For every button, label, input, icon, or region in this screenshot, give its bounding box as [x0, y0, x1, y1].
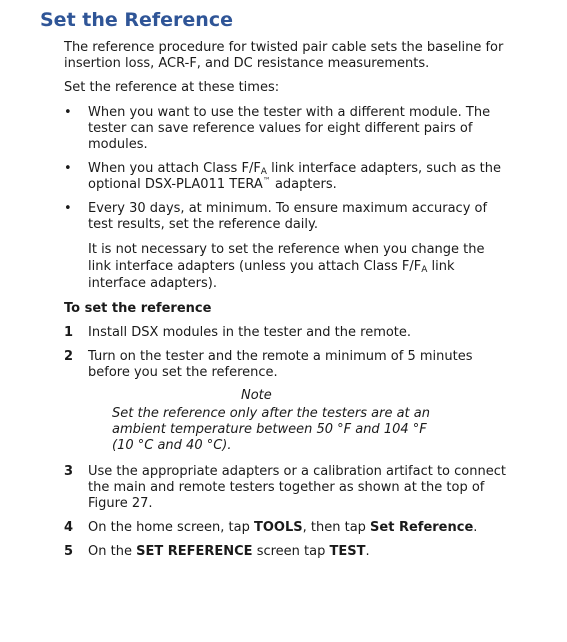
bullet-marker: • [64, 161, 72, 176]
bullet-text-part: link interface adapters, such as the optional DSX-PLA011 TERA [88, 161, 501, 192]
step-number: 2 [64, 349, 74, 364]
subscript: A [421, 265, 428, 275]
step-number: 5 [64, 544, 74, 559]
test-label: TEST [329, 544, 366, 559]
bullet-marker: • [64, 105, 72, 120]
step-text-part: . [473, 520, 478, 535]
bullet-item-adapters [88, 161, 508, 193]
step-text-part: screen tap [252, 544, 330, 559]
intro-paragraph: The reference procedure for twisted pair cable sets the baseline for insertion loss, ACR-F, and DC resistance measurements. [64, 40, 504, 71]
set-reference-label: Set Reference [370, 520, 474, 535]
bullet-marker: • [64, 201, 72, 216]
bullet-item-module: When you want to use the tester with a different module. The tester can save reference values for eight different pairs of modules. [88, 105, 491, 152]
step-3-text: Use the appropriate adapters or a calibration artifact to connect the main and remote testers together as shown at the top of Figure 27. [88, 464, 506, 511]
note-text-part: link interface adapters). [88, 259, 455, 291]
step-text-part: On the [88, 544, 137, 559]
bullet-note-paragraph [88, 241, 508, 292]
note-heading: Note [241, 388, 272, 403]
subscript: A [260, 167, 267, 177]
step-text-part: , then tap [302, 520, 371, 535]
note-text-part: It is not necessary to set the reference when you change the link interface adapters (unless you attach Class F/F [88, 242, 485, 274]
step-5-text [88, 544, 508, 560]
bullet-text-part: adapters. [270, 177, 337, 192]
step-4-text [88, 520, 508, 536]
procedure-heading: To set the reference [64, 301, 212, 316]
bullet-text-part: When you attach Class F/F [88, 161, 261, 176]
bullet-item-30-days: Every 30 days, at minimum. To ensure maximum accuracy of test results, set the reference daily. [88, 201, 488, 232]
step-number: 1 [64, 325, 74, 340]
set-reference-screen-label: SET REFERENCE [136, 544, 253, 559]
times-lead: Set the reference at these times: [64, 80, 280, 95]
step-text-part: . [365, 544, 370, 559]
trademark-symbol: ™ [262, 176, 271, 185]
step-2-text: Turn on the tester and the remote a minimum of 5 minutes before you set the reference. [88, 349, 473, 380]
step-number: 4 [64, 520, 74, 535]
step-text-part: On the home screen, tap [88, 520, 254, 535]
tools-label: TOOLS [254, 520, 303, 535]
step-1-text: Install DSX modules in the tester and the remote. [88, 325, 412, 340]
page-title: Set the Reference [40, 9, 233, 31]
note-text: Set the reference only after the testers are at an ambient temperature between 50 °F and 104 °F (10 °C and 40 °C). [112, 406, 430, 453]
step-number: 3 [64, 464, 74, 479]
